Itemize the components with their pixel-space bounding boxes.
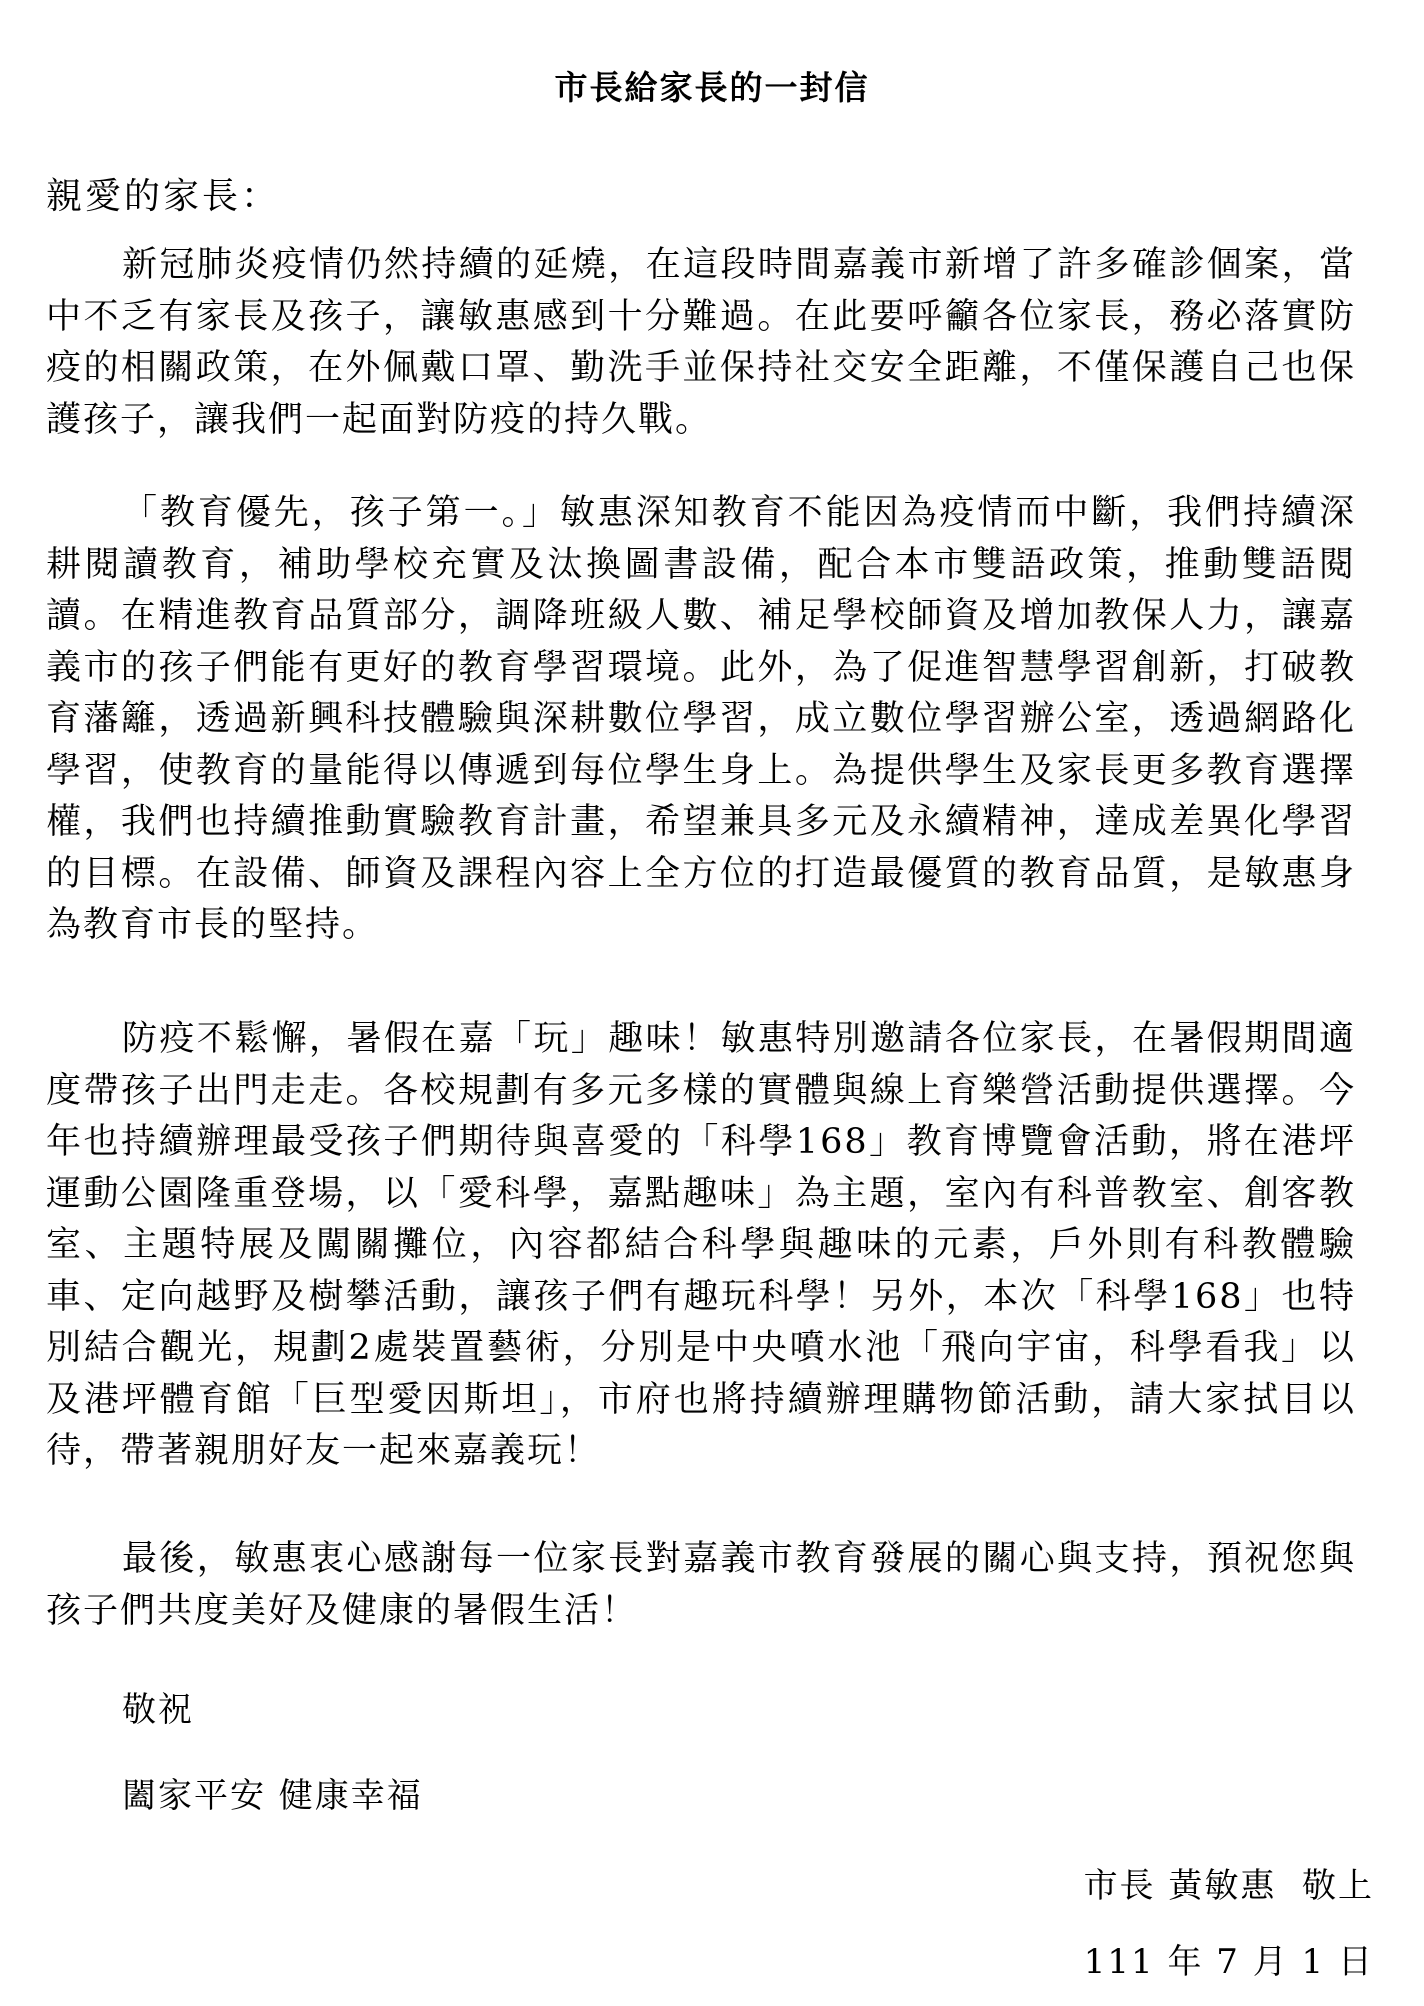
letter-title: 市長給家長的一封信	[554, 68, 870, 107]
paragraph-education: 「教育優先，孩子第一。」敏惠深知教育不能因為疫情而中斷，我們持續深耕閱讀教育，補助學校充實及汰換圖書設備，配合本市雙語政策，推動雙語閱讀。在精進教育品質部分，調降班級人數、補足學校師資及增加教保人力，讓嘉義市的孩子們能有更好的教育學習環境。此外，為了促進智慧學習創新，打破教育藩籬，透過新興科技體驗與深耕數位學習，成立數位學習辦公室，透過網路化學習，使教育的量能得以傳遞到每位學生身上。為提供學生及家長更多教育選擇權，我們也持續推動實驗教育計畫，希望兼具多元及永續精神，達成差異化學習的目標。在設備、師資及課程內容上全方位的打造最優質的教育品質，是敏惠身為教育市長的堅持。	[46, 493, 1356, 945]
salutation: 親愛的家長：	[46, 176, 281, 217]
paragraph-pandemic: 新冠肺炎疫情仍然持續的延燒，在這段時間嘉義市新增了許多確診個案，當中不乏有家長及孩子，讓敏惠感到十分難過。在此要呼籲各位家長，務必落實防疫的相關政策，在外佩戴口罩、勤洗手並保持社交安全距離，不僅保護自己也保護孩子，讓我們一起面對防疫的持久戰。	[46, 245, 1356, 440]
paragraph-thanks: 最後，敏惠衷心感謝每一位家長對嘉義市教育發展的關心與支持，預祝您與孩子們共度美好及健康的暑假生活！	[46, 1539, 1356, 1631]
paragraph-summer-activities: 防疫不鬆懈，暑假在嘉「玩」趣味！敏惠特別邀請各位家長，在暑假期間適度帶孩子出門走走。各校規劃有多元多樣的實體與線上育樂營活動提供選擇。今年也持續辦理最受孩子們期待與喜愛的「科學168」教育博覽會活動，將在港坪運動公園隆重登場，以「愛科學，嘉點趣味」為主題，室內有科普教室、創客教室、主題特展及闖關攤位，內容都結合科學與趣味的元素，戶外則有科教體驗車、定向越野及樹攀活動，讓孩子們有趣玩科學！另外，本次「科學168」也特別結合觀光，規劃2處裝置藝術，分別是中央噴水池「飛向宇宙，科學看我」以及港坪體育館「巨型愛因斯坦」，市府也將持續辦理購物節活動，請大家拭目以待，帶著親朋好友一起來嘉義玩！	[46, 1019, 1356, 1471]
closing-greeting: 敬祝	[122, 1690, 194, 1730]
closing-wishes: 闔家平安 健康幸福	[122, 1776, 423, 1816]
signature: 市長 黃敏惠 敬上	[1083, 1866, 1374, 1906]
letter-date: 111 年 7 月 1 日	[1083, 1942, 1374, 1982]
